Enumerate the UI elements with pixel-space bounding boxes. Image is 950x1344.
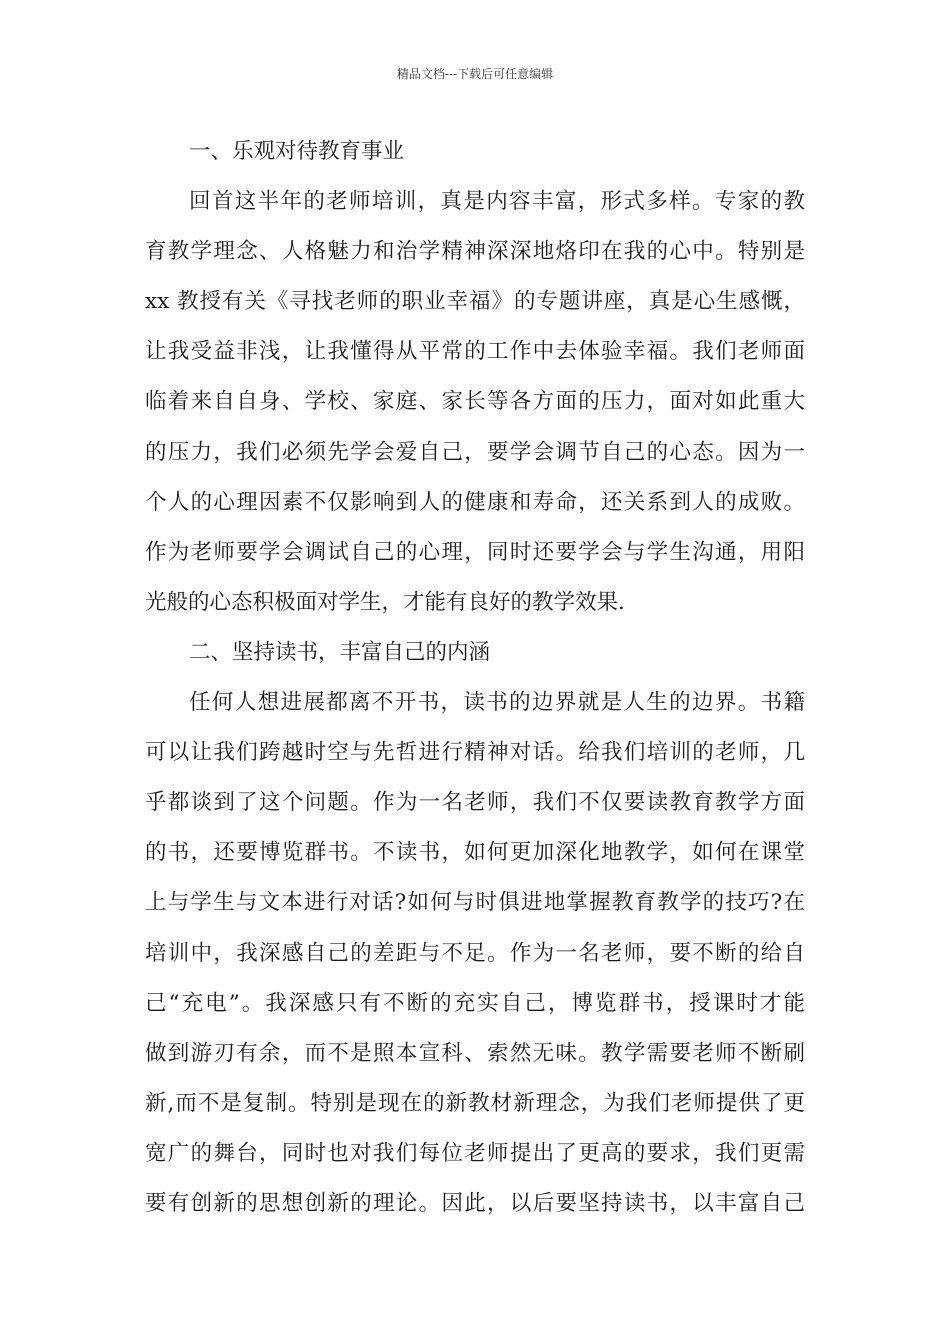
- page-header: 精品文档---下载后可任意编辑: [396, 67, 554, 81]
- text-line: 临着来自自身、学校、家庭、家长等各方面的压力，面对如此重大: [145, 389, 805, 415]
- text-line: 做到游刃有余，而不是照本宣科、索然无味。教学需要老师不断刷: [145, 1040, 805, 1066]
- paragraph-first-line: 一、乐观对待教育事业: [189, 139, 405, 164]
- text-line: xx 教授有关《寻找老师的职业幸福》的专题讲座，真是心生感慨，: [145, 289, 805, 315]
- text-line: 己“充电”。我深感只有不断的充实自己，博览群书，授课时才能: [145, 990, 805, 1016]
- paragraph-first-line: 回首这半年的老师培训，真是内容丰富，形式多样。专家的教: [189, 189, 805, 215]
- text-line: 的压力，我们必须先学会爱自己，要学会调节自己的心态。因为一: [145, 439, 805, 465]
- text-line: 让我受益非浅，让我懂得从平常的工作中去体验幸福。我们老师面: [145, 339, 805, 365]
- text-line: 个人的心理因素不仅影响到人的健康和寿命，还关系到人的成败。: [145, 489, 805, 515]
- text-line: 作为老师要学会调试自己的心理，同时还要学会与学生沟通，用阳: [145, 539, 805, 565]
- text-line: 育教学理念、人格魅力和治学精神深深地烙印在我的心中。特别是: [145, 239, 805, 265]
- text-line: 光般的心态积极面对学生，才能有良好的教学效果.: [145, 589, 625, 615]
- document-body: [145, 133, 805, 1235]
- text-line: 要有创新的思想创新的理论。因此，以后要坚持读书，以丰富自己: [145, 1190, 805, 1216]
- text-line: 新,而不是复制。特别是现在的新教材新理念，为我们老师提供了更: [145, 1090, 805, 1116]
- text-line: 乎都谈到了这个问题。作为一名老师，我们不仅要读教育教学方面: [145, 790, 805, 816]
- paragraph-first-line: 任何人想进展都离不开书，读书的边界就是人生的边界。书籍: [189, 690, 805, 716]
- text-line: 可以让我们跨越时空与先哲进行精神对话。给我们培训的老师，几: [145, 740, 805, 766]
- text-line: 宽广的舞台，同时也对我们每位老师提出了更高的要求，我们更需: [145, 1140, 805, 1166]
- paragraph-first-line: 二、坚持读书，丰富自己的内涵: [189, 639, 491, 665]
- text-line: 培训中，我深感自己的差距与不足。作为一名老师，要不断的给自: [145, 940, 805, 966]
- text-line: 的书，还要博览群书。不读书，如何更加深化地教学，如何在课堂: [145, 840, 805, 866]
- text-line: 上与学生与文本进行对话?如何与时俱进地掌握教育教学的技巧?在: [145, 890, 805, 916]
